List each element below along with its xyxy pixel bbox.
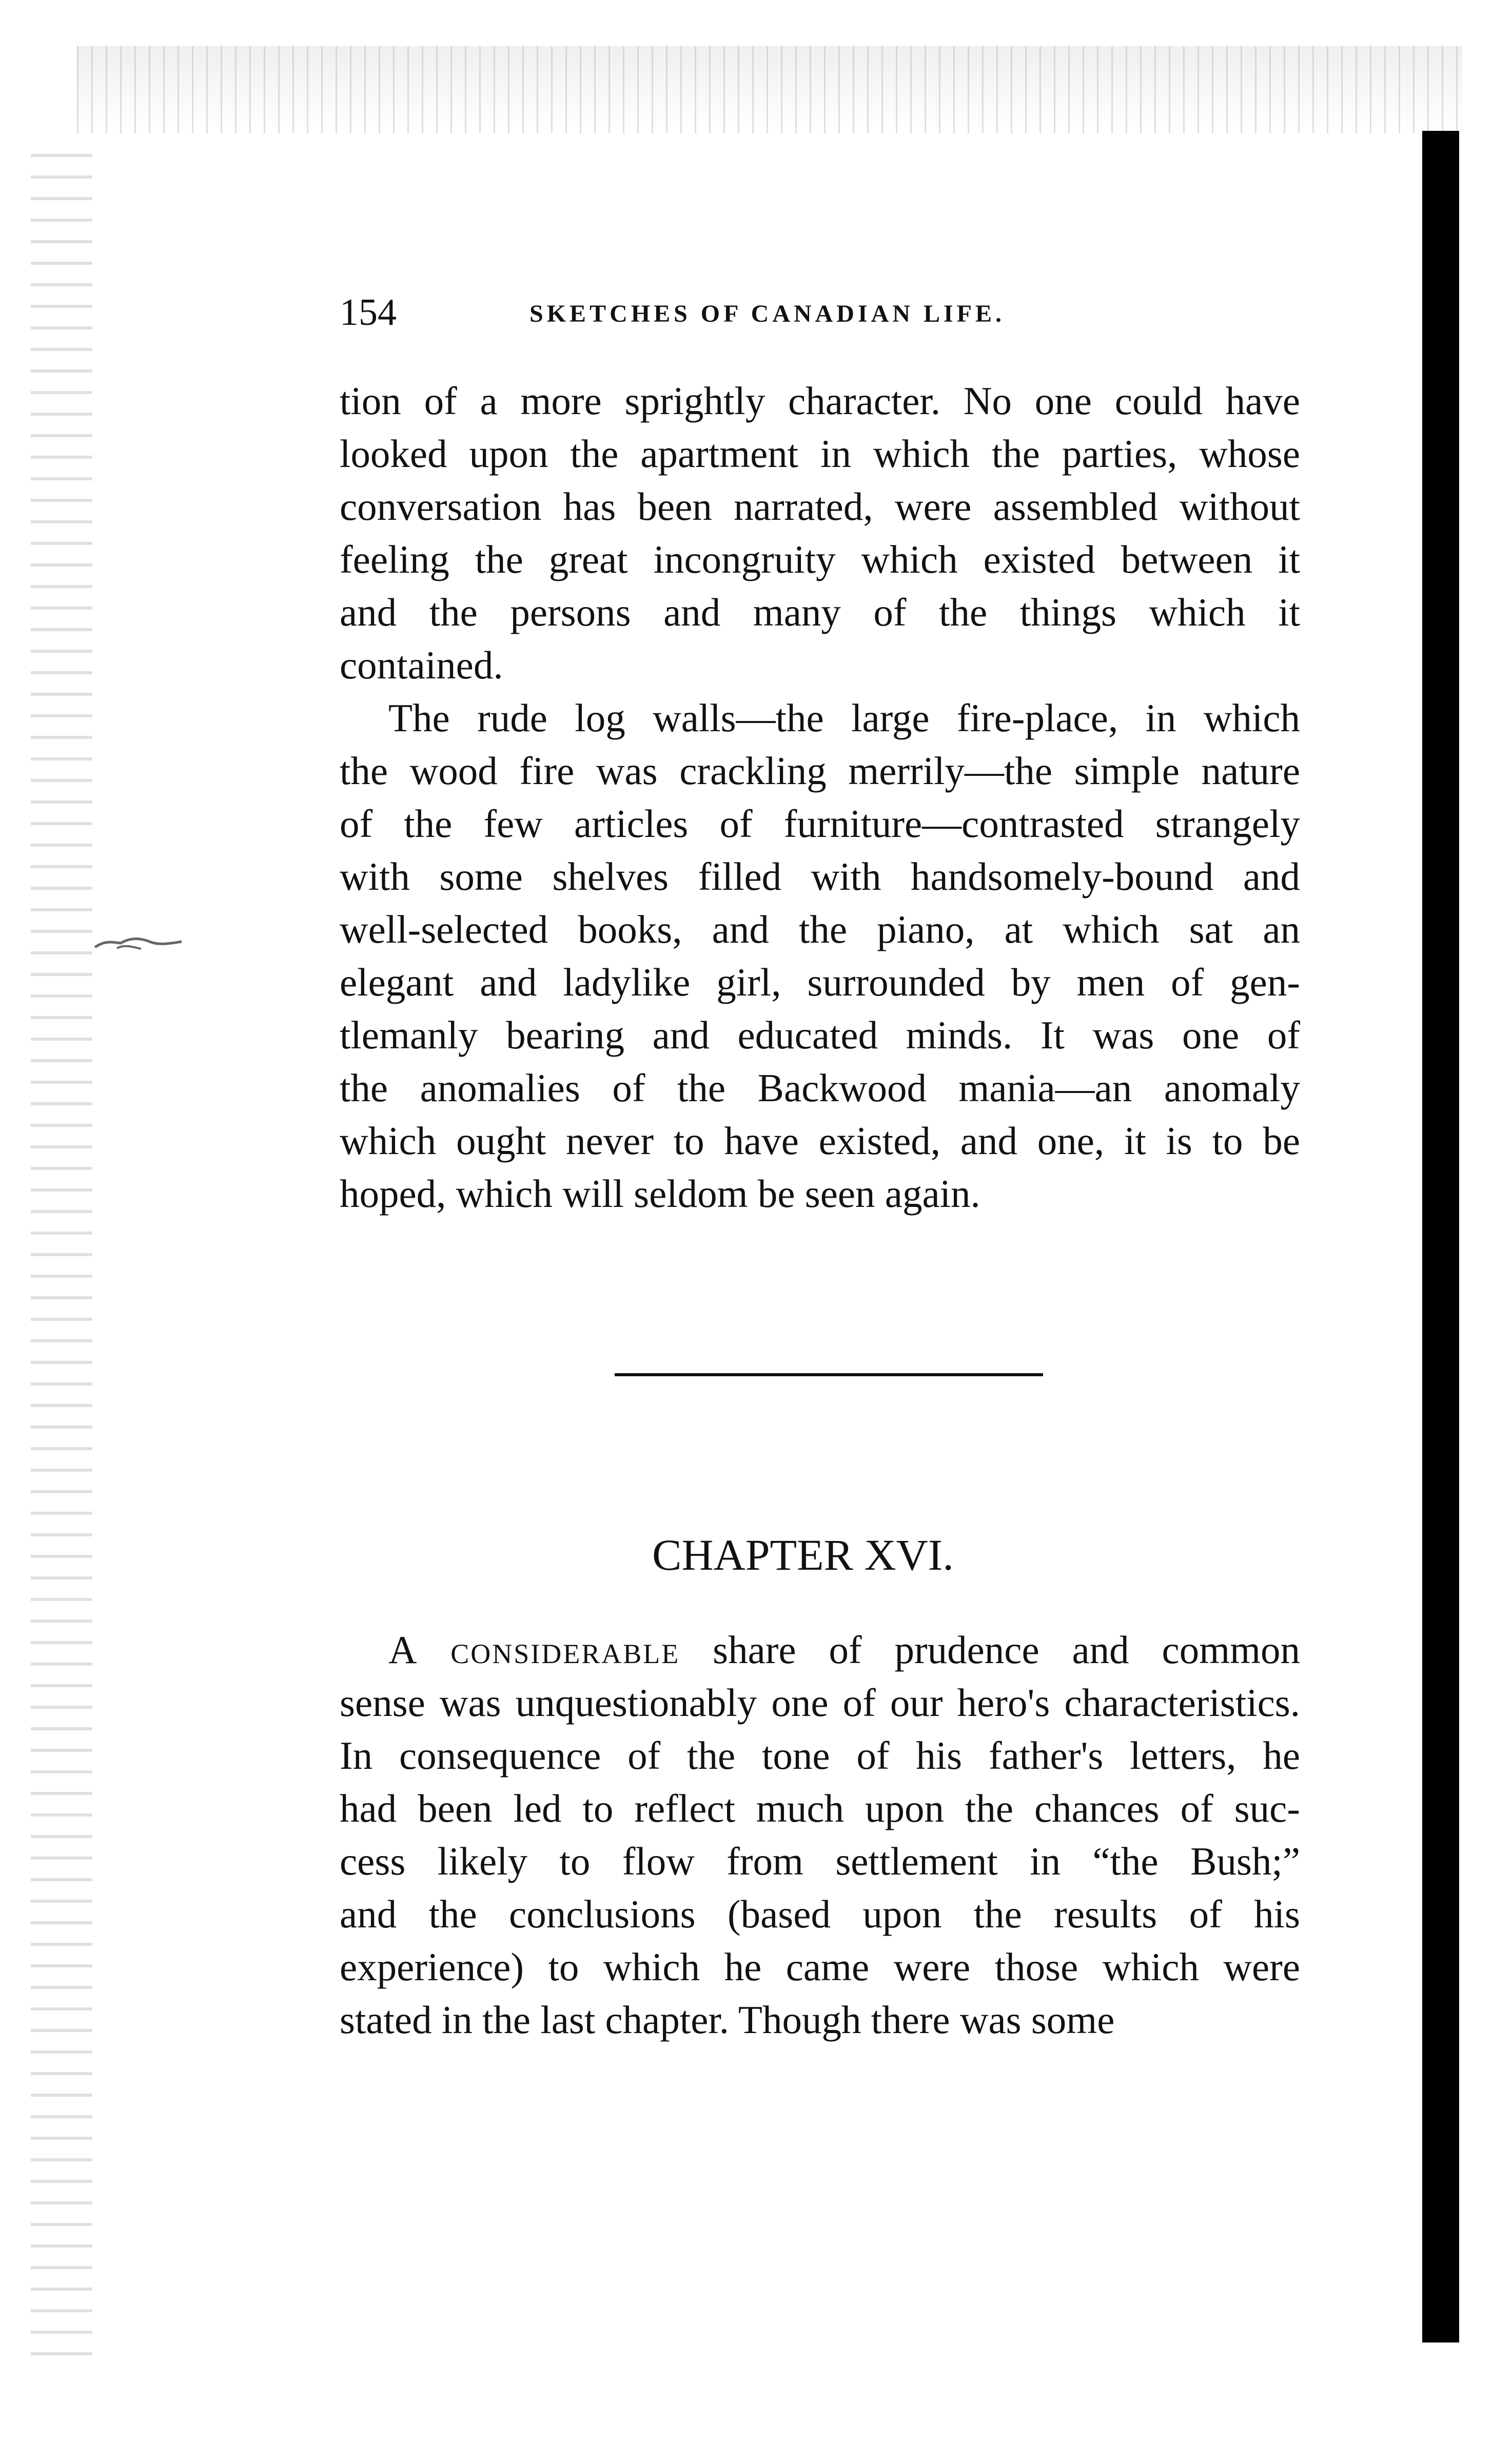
ink-mark <box>92 933 185 956</box>
page-number: 154 <box>340 291 397 334</box>
text-line: tion of a more sprightly character. No one could have <box>340 379 1300 423</box>
text-line: In consequence of the tone of his father's letters, he <box>340 1733 1300 1778</box>
small-caps-opening: A considerable <box>388 1628 680 1672</box>
chapter-title: CHAPTER XVI. <box>652 1530 954 1579</box>
text-line: with some shelves filled with handsomely-bound and <box>340 854 1300 899</box>
text-line: well-selected books, and the piano, at which sat an <box>340 907 1300 951</box>
paragraph-continuation <box>340 375 1300 692</box>
text-line: cess likely to flow from settlement in “the Bush;” <box>340 1839 1300 1883</box>
text-line: looked upon the apartment in which the parties, whose <box>340 432 1300 476</box>
text-line: The rude log walls—the large fire-place, in which <box>388 696 1300 740</box>
binding-shadow <box>1422 131 1459 2342</box>
text-line: feeling the great incongruity which existed between it <box>340 537 1300 581</box>
text-line: stated in the last chapter. Though there was some <box>340 1998 1115 2042</box>
chapter-opening-paragraph <box>340 1624 1300 2046</box>
text-line: hoped, which will seldom be seen again. <box>340 1172 980 1216</box>
text-line: the wood fire was crackling merrily—the simple nature <box>340 749 1300 793</box>
text-line: the anomalies of the Backwood mania—an anomaly <box>340 1066 1300 1110</box>
text-line: sense was unquestionably one of our hero's characteristics. <box>340 1681 1300 1725</box>
text-line: which ought never to have existed, and one, it is to be <box>340 1119 1300 1163</box>
text-line: elegant and ladylike girl, surrounded by men of gen- <box>340 960 1300 1004</box>
text-line: conversation has been narrated, were assembled without <box>340 484 1300 529</box>
running-title: SKETCHES OF CANADIAN LIFE. <box>529 300 1006 327</box>
scan-gutter-noise <box>31 154 92 2360</box>
text-line: had been led to reflect much upon the chances of suc- <box>340 1786 1300 1830</box>
opening-line-rest: share of prudence and common <box>680 1628 1300 1672</box>
section-rule <box>615 1373 1043 1376</box>
page-header <box>340 289 1299 336</box>
text-line: contained. <box>340 643 503 687</box>
text-line: experience) to which he came were those which were <box>340 1945 1300 1989</box>
text-line: of the few articles of furniture—contrasted strangely <box>340 802 1300 846</box>
scan-edge-noise <box>77 46 1462 133</box>
text-line <box>340 1624 1300 1676</box>
text-line: and the conclusions (based upon the results of his <box>340 1892 1300 1936</box>
text-line: tlemanly bearing and educated minds. It was one of <box>340 1013 1300 1057</box>
paragraph-anomalies <box>340 692 1300 1220</box>
text-line: and the persons and many of the things which it <box>340 590 1300 634</box>
